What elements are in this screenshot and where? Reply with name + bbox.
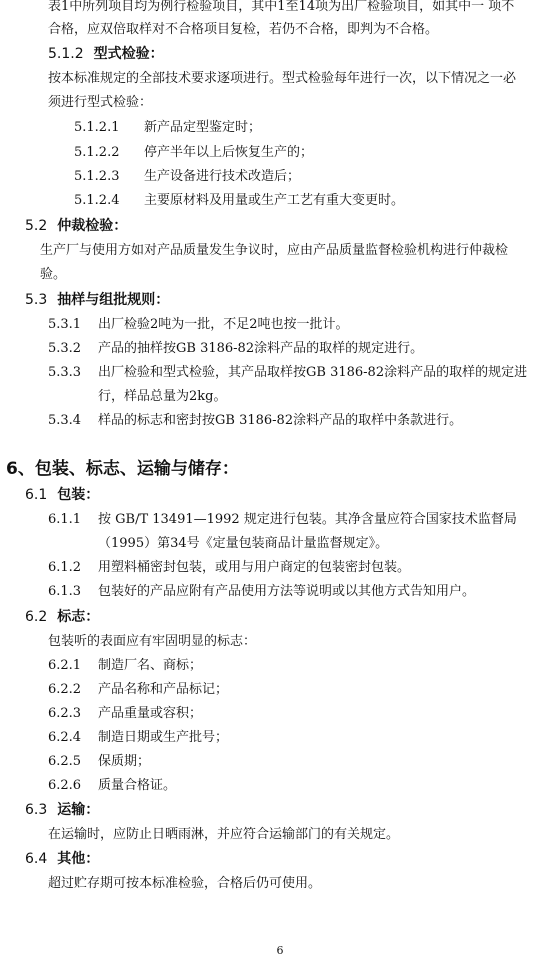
section-number: 5.1.2 [48, 46, 84, 62]
page-number: 6 [276, 944, 284, 957]
list-item: 5.1.2.1 新产品定型鉴定时； [74, 120, 262, 135]
section-heading-6-2: 6.2 标志： [25, 609, 100, 625]
paragraph-line: 须进行型式检验： [48, 95, 153, 110]
paragraph-line: 生产厂与使用方如对产品质量发生争议时，应由产品质量监督检验机构进行仲裁检 [40, 243, 509, 258]
list-item: 5.1.2.4 主要原材料及用量或生产工艺有重大变更时。 [74, 193, 405, 208]
list-item-continuation: （1995）第34号《定量包装商品计量监督规定》。 [98, 536, 389, 551]
paragraph-line: 包装听的表面应有牢固明显的标志： [48, 634, 257, 649]
section-heading-5-1-2 [48, 45, 164, 63]
list-item: 6.2.3 产品重量或容积； [48, 706, 203, 721]
paragraph-line: 验。 [40, 267, 67, 282]
paragraph-line: 超过贮存期可按本标准检验，合格后仍可使用。 [48, 876, 322, 891]
section-heading-6-1: 6.1 包装： [25, 487, 100, 503]
list-item: 6.1.3 包装好的产品应附有产品使用方法等说明或以其他方式告知用户。 [48, 584, 476, 599]
list-item: 5.3.1 出厂检验2吨为一批，不足2吨也按一批计。 [48, 317, 349, 332]
section-heading-5-3: 5.3 抽样与组批规则： [25, 292, 170, 308]
list-item: 6.2.4 制造日期或生产批号； [48, 730, 229, 745]
list-item: 6.1.1 按 GB/T 13491—1992 规定进行包装。其净含量应符合国家技术监督局 [48, 512, 517, 527]
list-item: 6.2.5 保质期； [48, 754, 151, 769]
list-item: 5.3.2 产品的抽样按GB 3186-82涂料产品的取样的规定进行。 [48, 341, 424, 356]
paragraph-line: 按本标准规定的全部技术要求逐项进行。型式检验每年进行一次，以下情况之一必 [48, 71, 517, 86]
list-item: 5.1.2.2 停产半年以上后恢复生产的； [74, 145, 314, 160]
section-heading-5-2: 5.2 仲裁检验： [25, 218, 128, 234]
list-item: 6.2.2 产品名称和产品标记； [48, 682, 229, 697]
paragraph-line: 合格，应双倍取样对不合格项目复检，若仍不合格，即判为不合格。 [48, 22, 439, 37]
paragraph-line: 在运输时，应防止日晒雨淋，并应符合运输部门的有关规定。 [48, 827, 400, 842]
list-item: 5.3.4 样品的标志和密封按GB 3186-82涂料产品的取样中条款进行。 [48, 413, 463, 428]
list-item: 5.3.3 出厂检验和型式检验，其产品取样按GB 3186-82涂料产品的取样的规定进 [48, 365, 528, 380]
list-item: 6.2.1 制造厂名、商标； [48, 658, 203, 673]
list-item: 6.1.2 用塑料桶密封包装，或用与用户商定的包装密封包装。 [48, 560, 411, 575]
section-heading-6-3: 6.3 运输： [25, 802, 100, 818]
paragraph-line: 表1中所列项目均为例行检验项目，其中1至14项为出厂检验项目，如其中一 项不 [48, 0, 515, 14]
list-item-continuation: 行，样品总量为2kg。 [98, 389, 227, 404]
section-heading-6-4: 6.4 其他： [25, 851, 100, 867]
chapter-heading: 6、包装、标志、运输与储存： [6, 459, 239, 479]
list-item: 5.1.2.3 生产设备进行技术改造后； [74, 169, 301, 184]
section-title: 型式检验： [93, 46, 164, 62]
list-item: 6.2.6 质量合格证。 [48, 778, 177, 793]
